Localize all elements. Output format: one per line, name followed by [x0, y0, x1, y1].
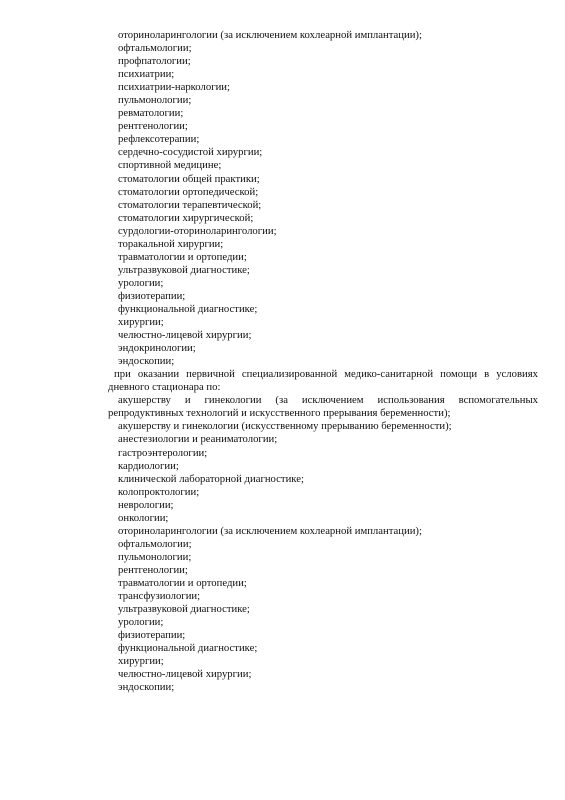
list-item: клинической лабораторной диагностике; — [118, 472, 304, 485]
list-item: психиатрии-наркологии; — [118, 81, 230, 94]
list-item: пульмонологии; — [118, 94, 192, 107]
list-item: травматологии и ортопедии; — [118, 250, 247, 263]
list-item: ультразвуковой диагностике; — [118, 603, 250, 616]
section-heading-line-2: дневного стационара по: — [108, 381, 221, 394]
list-item: эндоскопии; — [118, 355, 175, 368]
list-item: психиатрии; — [118, 68, 175, 81]
list-item: кардиологии; — [118, 459, 179, 472]
list-item: челюстно-лицевой хирургии; — [118, 668, 252, 681]
document-body — [108, 29, 538, 694]
list-item: хирургии; — [118, 655, 164, 668]
list-item: колопроктологии; — [118, 485, 200, 498]
list-item: акушерству и гинекологии (искусственному прерыванию беременности); — [118, 420, 452, 433]
list-item: урологии; — [118, 616, 164, 629]
list-item: онкологии; — [118, 511, 169, 524]
list-item: травматологии и ортопедии; — [118, 576, 247, 589]
list-item: эндокринологии; — [118, 342, 196, 355]
list-item: спортивной медицине; — [118, 159, 222, 172]
list-item: урологии; — [118, 276, 164, 289]
list-item: стоматологии терапевтической; — [118, 198, 262, 211]
list-item: эндоскопии; — [118, 681, 175, 694]
list-item: офтальмологии; — [118, 537, 192, 550]
list-item: физиотерапии; — [118, 289, 186, 302]
list-item: челюстно-лицевой хирургии; — [118, 329, 252, 342]
akusherstvo-item-line-2: репродуктивных технологий и искусственного прерывания беременности); — [108, 407, 451, 420]
specialty-list-day-hospital — [108, 420, 538, 694]
list-item: ревматологии; — [118, 107, 184, 120]
list-item: функциональной диагностике; — [118, 302, 258, 315]
section-heading-line-1: при оказании первичной специализированной медико-санитарной помощи в условиях — [114, 368, 538, 381]
list-item: рефлексотерапии; — [118, 133, 200, 146]
list-item: физиотерапии; — [118, 629, 186, 642]
list-item: офтальмологии; — [118, 42, 192, 55]
list-item: рентгенологии; — [118, 563, 188, 576]
list-item: стоматологии общей практики; — [118, 172, 260, 185]
list-item: профпатологии; — [118, 55, 191, 68]
akusherstvo-item-line-1: акушерству и гинекологии (за исключением использования вспомогательных — [118, 394, 538, 407]
list-item: сердечно-сосудистой хирургии; — [118, 146, 263, 159]
list-item: стоматологии ортопедической; — [118, 185, 259, 198]
list-item: функциональной диагностике; — [118, 642, 258, 655]
list-item: торакальной хирургии; — [118, 237, 224, 250]
list-item: хирургии; — [118, 316, 164, 329]
list-item: трансфузиологии; — [118, 590, 201, 603]
list-item: оториноларингологии (за исключением кохлеарной имплантации); — [118, 29, 422, 41]
list-item: рентгенологии; — [118, 120, 188, 133]
list-item: пульмонологии; — [118, 550, 192, 563]
list-item: оториноларингологии (за исключением кохлеарной имплантации); — [118, 524, 422, 537]
list-item: стоматологии хирургической; — [118, 211, 254, 224]
list-item: гастроэнтерологии; — [118, 446, 208, 459]
list-item: неврологии; — [118, 498, 174, 511]
list-item: сурдологии-оториноларингологии; — [118, 224, 277, 237]
list-item: ультразвуковой диагностике; — [118, 263, 250, 276]
list-item: анестезиологии и реаниматологии; — [118, 433, 278, 446]
specialty-list-outpatient — [108, 29, 538, 368]
